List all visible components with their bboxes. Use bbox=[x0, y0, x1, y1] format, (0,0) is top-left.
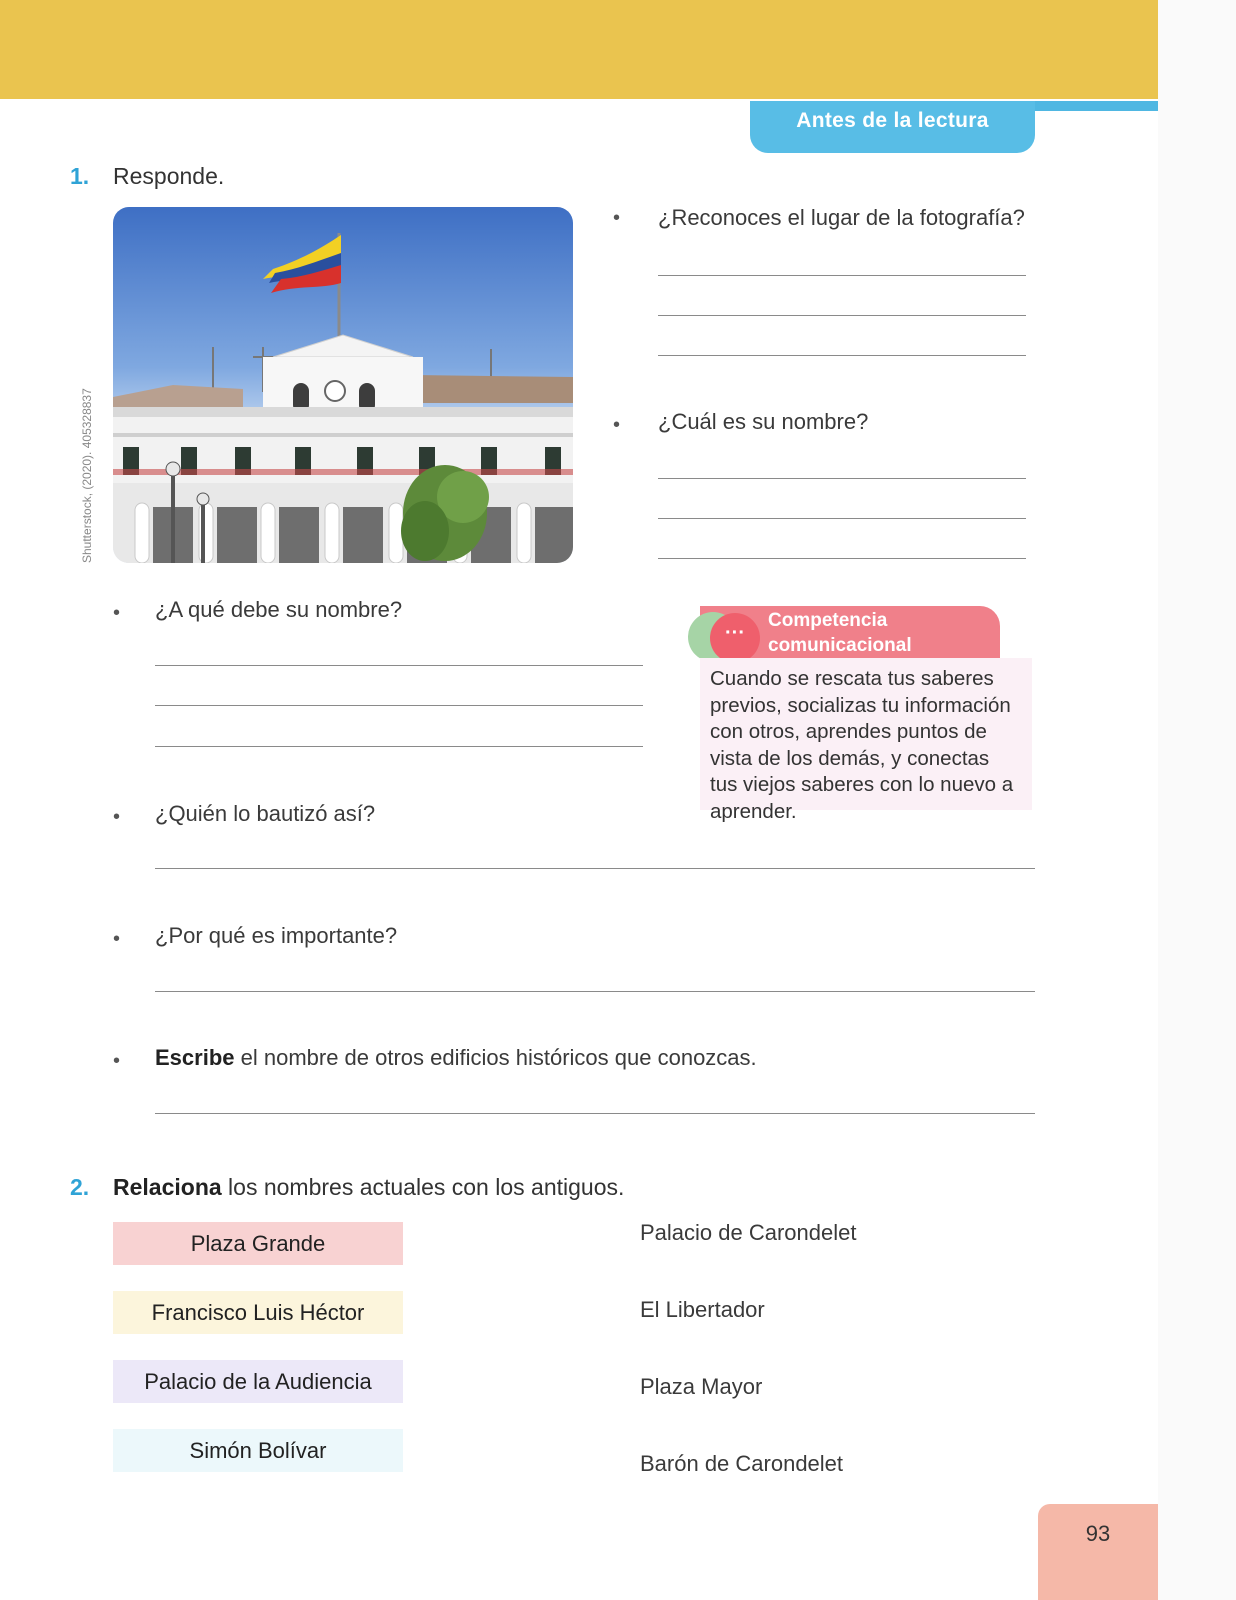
answer-line[interactable] bbox=[658, 558, 1026, 559]
page-edge bbox=[1158, 0, 1236, 1600]
answer-line[interactable] bbox=[155, 991, 1035, 992]
instruction-text: los nombres actuales con los antiguos. bbox=[221, 1174, 625, 1200]
question-recognize-place: ¿Reconoces el lugar de la fotografía? bbox=[658, 205, 1025, 230]
question-name-origin: ¿A qué debe su nombre? bbox=[155, 597, 403, 622]
bullet: • bbox=[613, 414, 621, 436]
photo-credit: Shutterstock, (2020). 405328837 bbox=[80, 388, 94, 563]
match-item-old-name[interactable]: Barón de Carondelet bbox=[640, 1451, 844, 1476]
top-color-band bbox=[0, 0, 1158, 99]
answer-line[interactable] bbox=[155, 868, 1035, 869]
match-item-current-name[interactable]: Francisco Luis Héctor bbox=[113, 1291, 403, 1334]
competencia-body: Cuando se rescata tus saberes previos, socializas tu información con otros, aprendes puntos de vista de los demás, y conectas tus viejos saberes con lo nuevo a aprender. bbox=[700, 658, 1032, 810]
question-who-named: ¿Quién lo bautizó así? bbox=[155, 801, 376, 826]
bullet: • bbox=[613, 207, 621, 229]
page-number: 93 bbox=[1038, 1504, 1158, 1600]
match-item-old-name[interactable]: Palacio de Carondelet bbox=[640, 1220, 857, 1245]
answer-line[interactable] bbox=[155, 705, 643, 706]
answer-line[interactable] bbox=[658, 275, 1026, 276]
bullet: • bbox=[113, 602, 121, 624]
bullet: • bbox=[113, 1050, 121, 1072]
activity-2-number: 2. bbox=[70, 1174, 90, 1200]
activity-1-instruction: Responde. bbox=[113, 163, 225, 189]
competencia-title-line1: Competencia bbox=[768, 610, 888, 631]
bullet: • bbox=[113, 928, 121, 950]
answer-line[interactable] bbox=[658, 478, 1026, 479]
match-item-old-name[interactable]: Plaza Mayor bbox=[640, 1374, 763, 1399]
activity-1-number: 1. bbox=[70, 163, 90, 189]
speech-bubble-icon: ··· bbox=[710, 613, 760, 663]
answer-line[interactable] bbox=[155, 746, 643, 747]
answer-line[interactable] bbox=[658, 315, 1026, 316]
answer-line[interactable] bbox=[658, 355, 1026, 356]
answer-line[interactable] bbox=[155, 665, 643, 666]
competencia-title-line2: comunicacional bbox=[768, 635, 912, 656]
government-palace-photo bbox=[113, 207, 573, 563]
answer-line[interactable] bbox=[155, 1113, 1035, 1114]
question-text: el nombre de otros edificios históricos que conozcas. bbox=[234, 1045, 757, 1070]
photo-illustration bbox=[113, 207, 573, 563]
question-other-buildings bbox=[155, 1045, 757, 1071]
match-item-current-name[interactable]: Simón Bolívar bbox=[113, 1429, 403, 1472]
bullet: • bbox=[113, 806, 121, 828]
answer-line[interactable] bbox=[658, 518, 1026, 519]
match-item-current-name[interactable]: Palacio de la Audiencia bbox=[113, 1360, 403, 1403]
activity-2-instruction bbox=[113, 1174, 624, 1201]
match-item-old-name[interactable]: El Libertador bbox=[640, 1297, 765, 1322]
instruction-verb: Relaciona bbox=[113, 1174, 222, 1200]
match-item-current-name[interactable]: Plaza Grande bbox=[113, 1222, 403, 1265]
question-name: ¿Cuál es su nombre? bbox=[658, 409, 869, 434]
question-importance: ¿Por qué es importante? bbox=[155, 923, 398, 948]
question-verb: Escribe bbox=[155, 1045, 235, 1070]
section-tab: Antes de la lectura bbox=[750, 101, 1035, 153]
